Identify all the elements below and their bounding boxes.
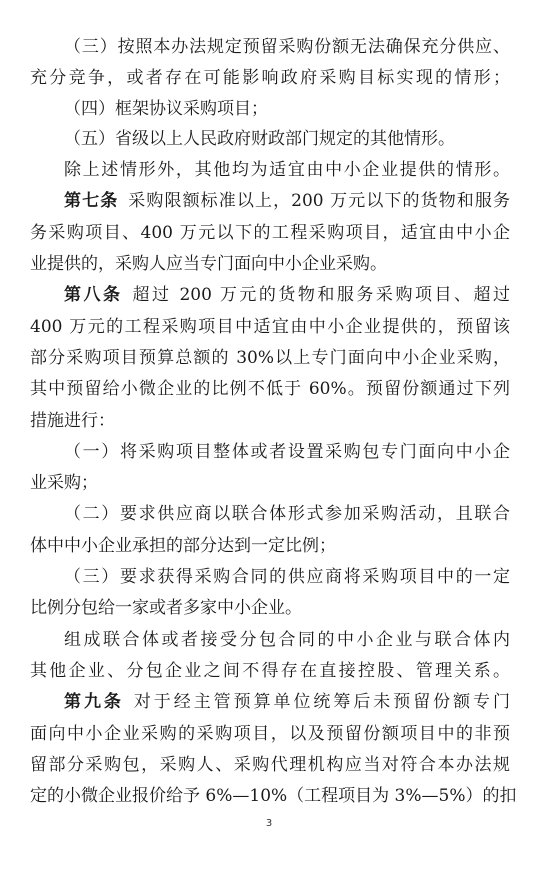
text-line: 充分竞争，或者存在可能影响政府采购目标实现的情形； — [30, 68, 510, 88]
page-number: 3 — [265, 818, 273, 829]
text-line: 部分采购项目预算总额的 30%以上专门面向中小企业采购， — [30, 348, 510, 368]
text-line: 留部分采购包，采购人、采购代理机构应当对符合本办法规 — [30, 755, 510, 775]
text-line: 定的小微企业报价给予 6%—10%（工程项目为 3%—5%）的扣 — [30, 786, 517, 806]
text-line: 业采购； — [30, 473, 98, 493]
text-line: 其他企业、分包企业之间不得存在直接控股、管理关系。 — [30, 661, 510, 681]
text-line: （四）框架协议采购项目； — [64, 99, 268, 119]
article-heading: 第九条 — [64, 692, 124, 712]
text-line: 体中中小企业承担的部分达到一定比例； — [30, 536, 336, 556]
article-eight-line — [64, 280, 510, 311]
text-line: 比例分包给一家或者多家中小企业。 — [30, 598, 302, 618]
article-heading: 第七条 — [64, 191, 119, 211]
text-line: 采购限额标准以上，200 万元以下的货物和服务 — [128, 191, 510, 211]
article-seven-line — [64, 186, 510, 217]
article-heading: 第八条 — [64, 285, 123, 305]
text-line: 组成联合体或者接受分包合同的中小企业与联合体内 — [64, 630, 510, 650]
text-line: 措施进行： — [30, 411, 115, 431]
text-line: （一）将采购项目整体或者设置采购包专门面向中小企 — [64, 442, 510, 462]
text-line: 务采购项目、400 万元以下的工程采购项目，适宜由中小企 — [30, 223, 510, 243]
text-line: 对于经主管预算单位统筹后未预留份额专门 — [133, 692, 511, 712]
text-line: 其中预留给小微企业的比例不低于 60%。预留份额通过下列 — [30, 379, 510, 399]
text-line: 面向中小企业采购的采购项目，以及预留份额项目中的非预 — [30, 724, 510, 744]
text-line: 400 万元的工程采购项目中适宜由中小企业提供的，预留该 — [30, 317, 510, 337]
text-line: （三）按照本办法规定预留采购份额无法确保充分供应、 — [64, 37, 510, 57]
article-nine-line — [64, 687, 510, 718]
text-line: （二）要求供应商以联合体形式参加采购活动，且联合 — [64, 504, 510, 524]
text-line: （三）要求获得采购合同的供应商将采购项目中的一定 — [64, 567, 510, 587]
text-line: 超过 200 万元的货物和服务采购项目、超过 — [132, 285, 511, 305]
text-line: 业提供的，采购人应当专门面向中小企业采购。 — [30, 254, 387, 274]
text-line: 除上述情形外，其他均为适宜由中小企业提供的情形。 — [64, 160, 510, 180]
text-line: （五）省级以上人民政府财政部门规定的其他情形。 — [64, 129, 455, 149]
